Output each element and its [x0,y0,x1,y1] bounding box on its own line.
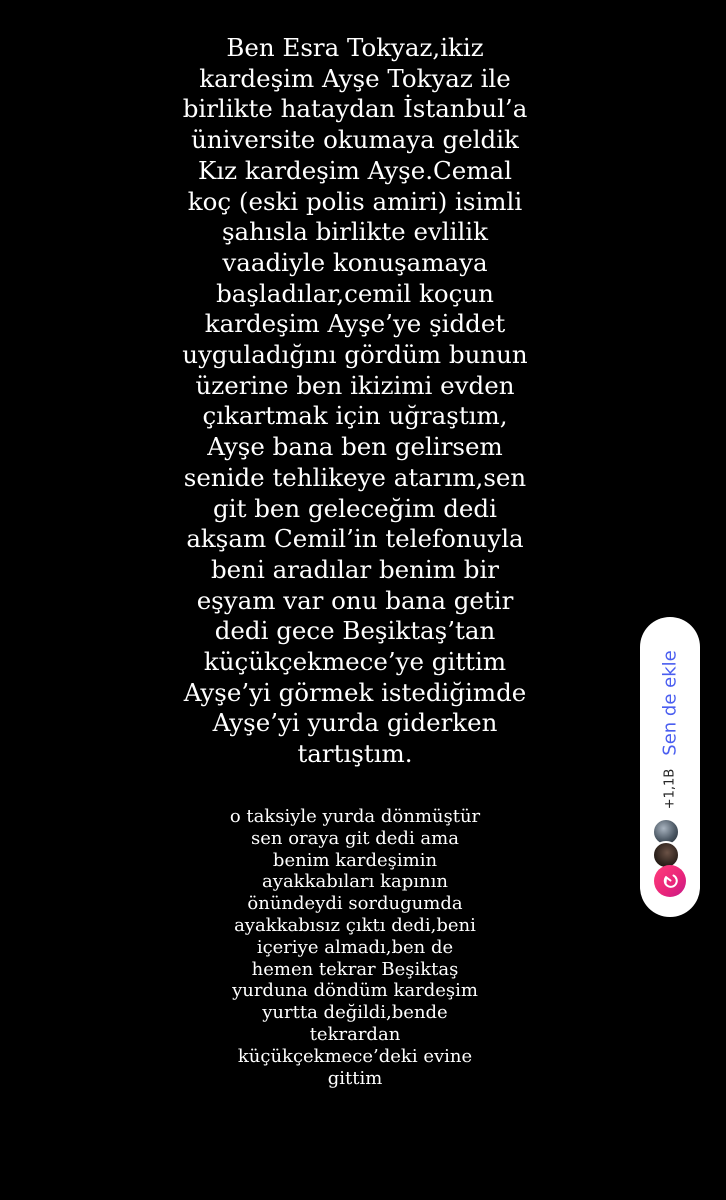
add-yours-sticker[interactable] [640,617,700,917]
participant-count: +1,1B [662,768,678,810]
story-line: beni aradılar benim bir [210,554,500,584]
story-line: Ayşe bana ben gelirsem [207,432,503,462]
story-line: kardeşim Ayşe Tokyaz ile [199,63,511,93]
story-line: Kız kardeşim Ayşe.Cemal [198,155,512,185]
story-line: o taksiyle yurda dönmüştür [229,806,481,827]
story-text-continued [105,806,605,1089]
story-line: Ben Esra Tokyaz,ikiz [226,33,484,62]
story-line: benim kardeşimin [272,849,438,871]
story-line: küçükçekmece’deki evine [237,1045,473,1067]
story-line: yurtta değildi,bende [262,1002,448,1024]
story-line: gittim [327,1067,383,1089]
story-line: ayakkabısız çıktı dedi,beni [234,914,476,936]
story-line: git ben geleceğim dedi [213,493,497,523]
story-line: uyguladığını gördüm bunun [182,340,528,370]
add-yours-label[interactable]: Sen de ekle [659,650,681,756]
story-line: sen oraya git dedi ama [251,827,459,849]
story-line: içeriye almadı,ben de [256,936,454,958]
story-line: küçükçekmece’ye gittim [203,647,507,677]
add-yours-button[interactable] [654,865,686,897]
story-line: hemen tekrar Beşiktaş [251,958,459,980]
story-line: Ayşe’yi yurda giderken [212,708,498,738]
story-line: eşyam var onu bana getir [196,585,514,615]
story-text-main [105,33,605,770]
story-line: dedi gece Beşiktaş’tan [214,616,496,646]
story-line: üzerine ben ikizimi evden [195,370,515,400]
story-line: birlikte hataydan İstanbul’a [182,94,528,124]
story-line: çıkartmak için uğraştım, [202,401,508,431]
story-line: tekrardan [309,1023,401,1045]
story-line: Ayşe’yi görmek istediğimde [183,677,527,707]
add-yours-arrow-icon [660,871,680,891]
story-line: yurduna döndüm kardeşim [232,980,478,1002]
story-line: koç (eski polis amiri) isimli [187,186,523,216]
story-line: tartıştım. [297,739,413,769]
story-line: ayakkabıları kapının [262,871,448,893]
story-line: akşam Cemil’in telefonuyla [186,524,524,554]
story-line: vaadiyle konuşamaya [222,247,488,277]
story-line: şahısla birlikte evlilik [221,217,488,247]
story-line: üniversite okumaya geldik [191,125,519,155]
story-line: senide tehlikeye atarım,sen [183,462,527,492]
story-line: önündeydi sordugumda [247,893,463,915]
story-line: başladılar,cemil koçun [216,278,494,308]
story-line: kardeşim Ayşe’ye şiddet [204,309,506,339]
